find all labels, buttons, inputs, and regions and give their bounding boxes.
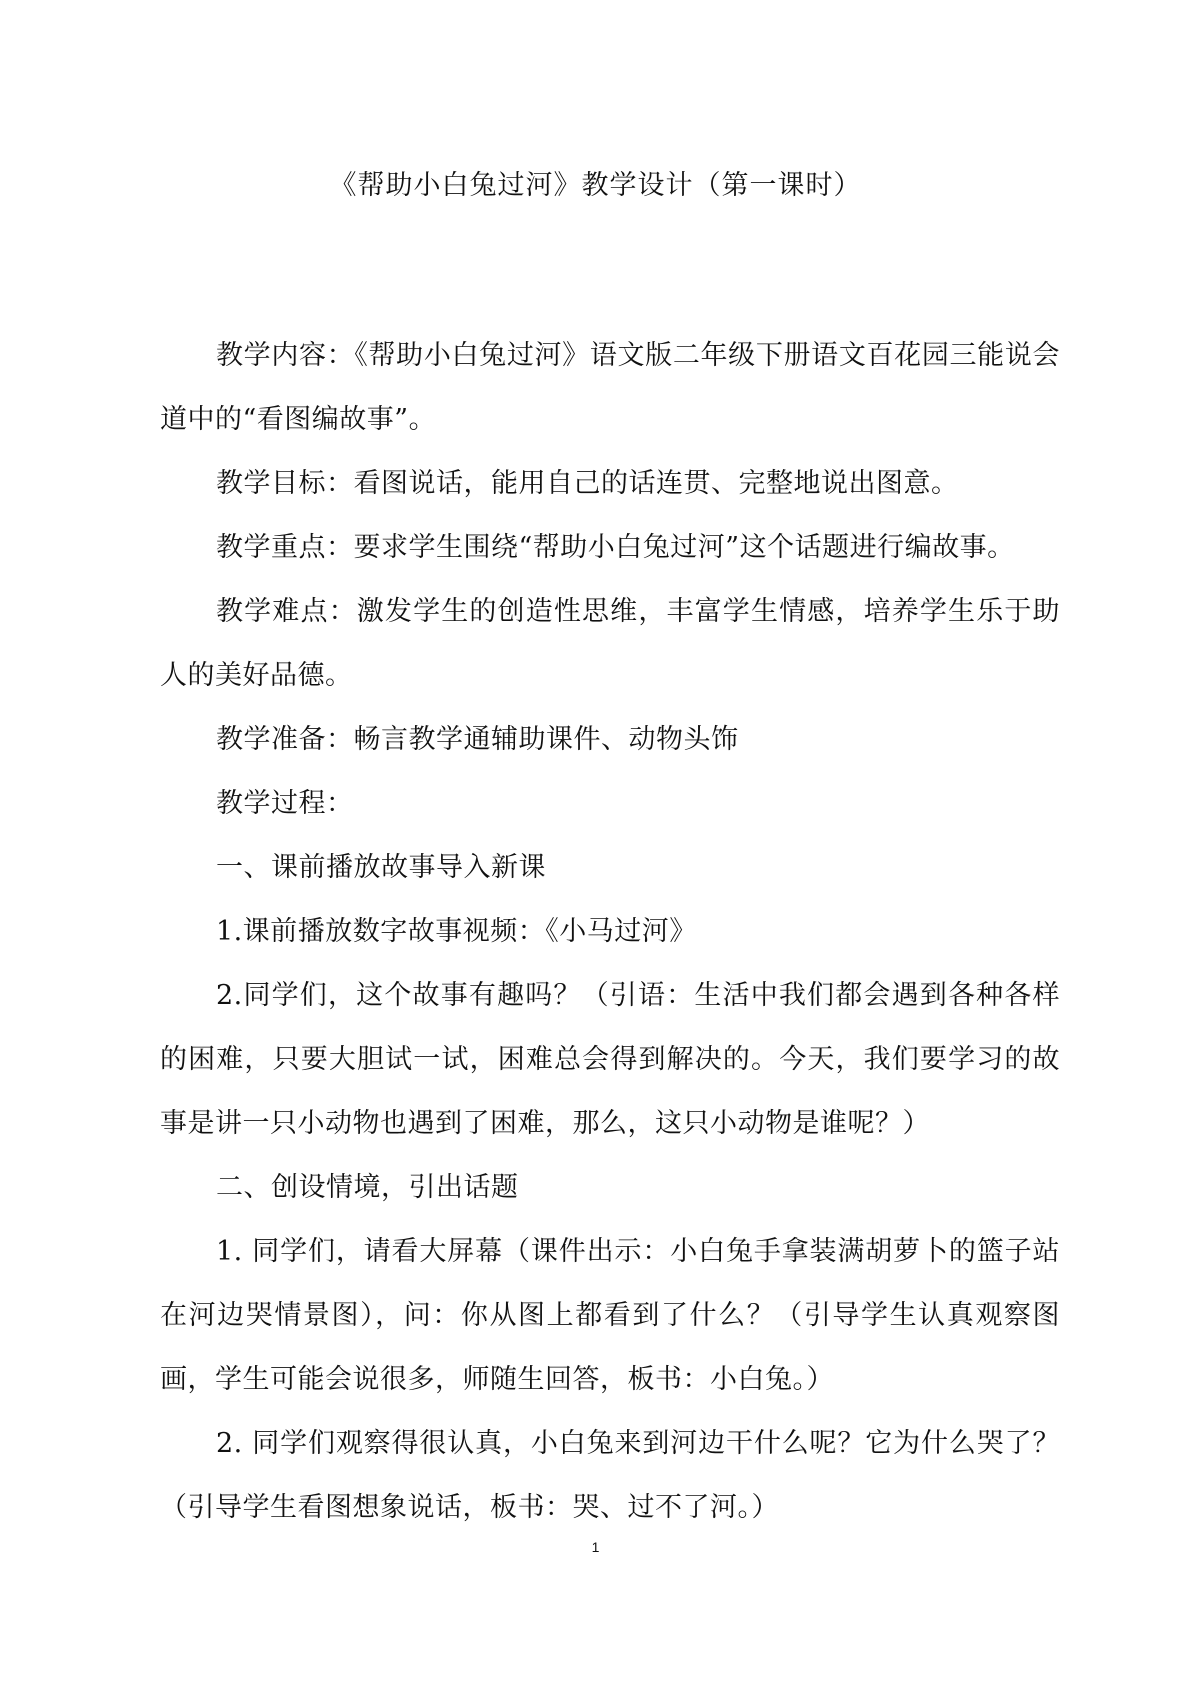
section-heading-1: 一、课前播放故事导入新课: [216, 852, 546, 883]
document-body: [160, 324, 1060, 1540]
paragraph-teaching-preparation: 教学准备：畅言教学通辅助课件、动物头饰: [216, 724, 739, 755]
list-item-1-1: 1.课前播放数字故事视频：《小马过河》: [216, 916, 697, 947]
paragraph-teaching-goal: 教学目标：看图说话，能用自己的话连贯、完整地说出图意。: [216, 468, 959, 499]
paragraph-teaching-difficulty: 教学难点：激发学生的创造性思维，丰富学生情感，培养学生乐于助人的美好品德。: [160, 596, 1060, 691]
paragraph-teaching-focus: 教学重点：要求学生围绕“帮助小白兔过河”这个话题进行编故事。: [216, 532, 1015, 563]
paragraph-teaching-content: 教学内容：《帮助小白兔过河》语文版二年级下册语文百花园三能说会道中的“看图编故事”。: [160, 340, 1060, 435]
list-item-2-2: 2. 同学们观察得很认真，小白兔来到河边干什么呢？它为什么哭了？（引导学生看图想象说话，板书：哭、过不了河。）: [160, 1428, 1060, 1523]
section-heading-2: 二、创设情境，引出话题: [216, 1172, 519, 1203]
paragraph-teaching-process: 教学过程：: [216, 788, 354, 819]
page-number: 1: [591, 1539, 600, 1555]
list-item-2-1: 1. 同学们，请看大屏幕（课件出示：小白兔手拿装满胡萝卜的篮子站在河边哭情景图），问：你从图上都看到了什么？（引导学生认真观察图画，学生可能会说很多，师随生回答，板书：小白兔。）: [160, 1236, 1060, 1395]
document-title: 《帮助小白兔过河》教学设计（第一课时）: [329, 170, 862, 201]
list-item-1-2: 2.同学们，这个故事有趣吗？（引语：生活中我们都会遇到各种各样的困难，只要大胆试一试，困难总会得到解决的。今天，我们要学习的故事是讲一只小动物也遇到了困难，那么，这只小动物是谁呢？）: [160, 980, 1060, 1139]
